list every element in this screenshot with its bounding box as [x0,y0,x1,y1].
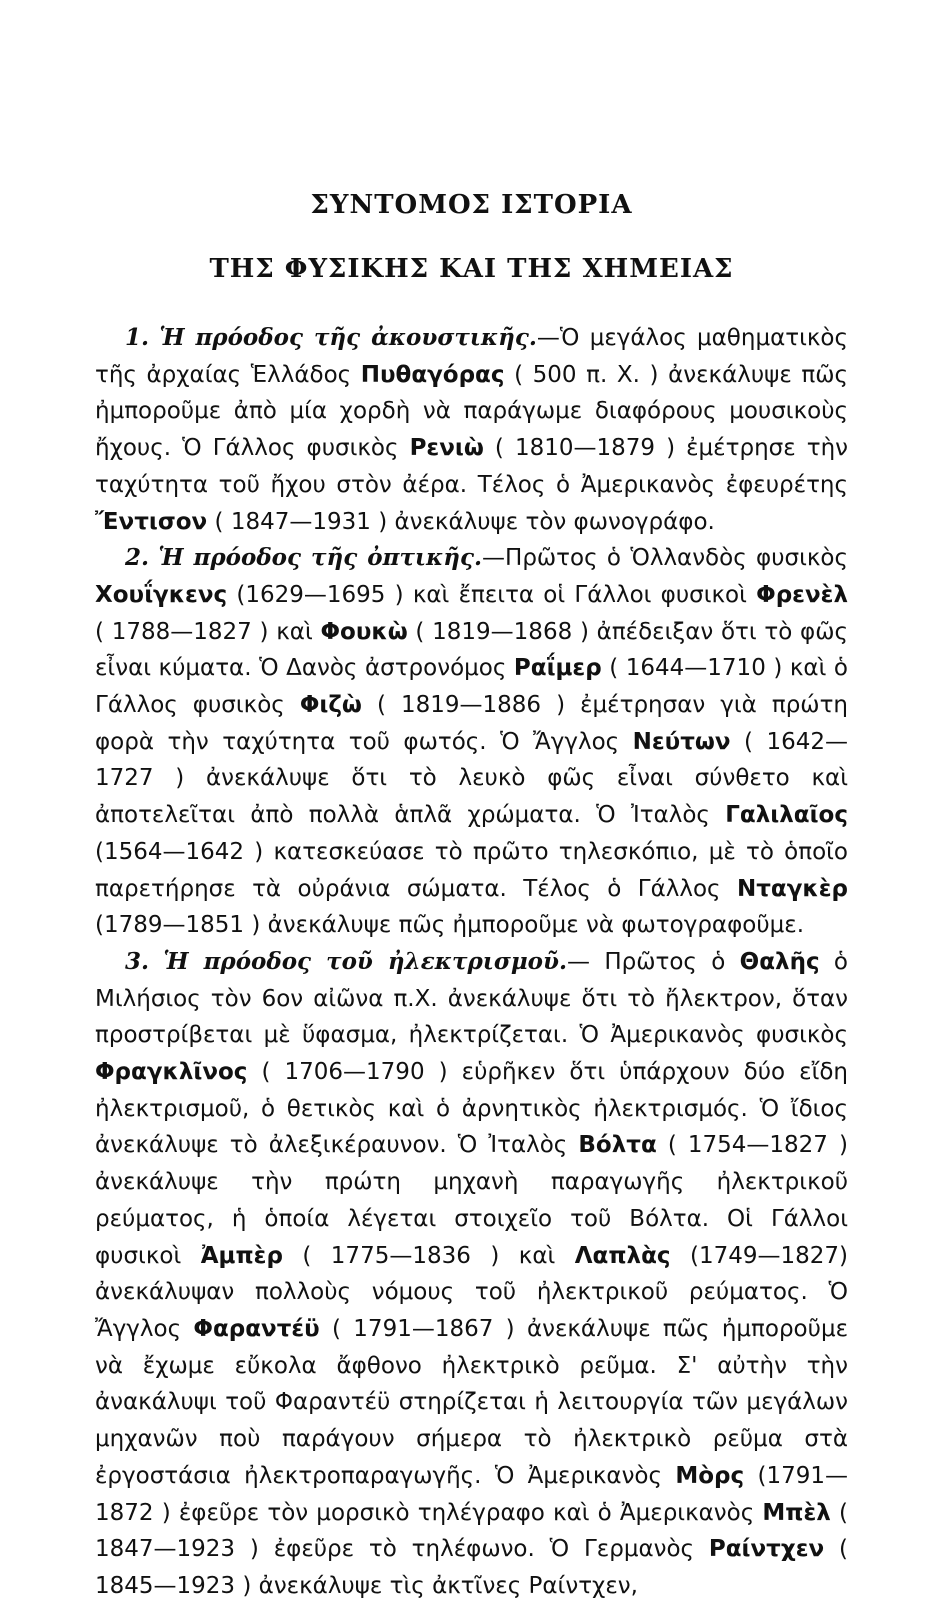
text-run: ( 1754—1827 ) ἀνεκάλυψε τὴν πρώτη μηχανὴ παραγωγῆς ἠλεκτρικοῦ ρεύματος, ἡ ὁποία λέγεται στοιχεῖο τοῦ Βόλτα. Οἱ Γάλλοι φυσικοὶ [95,1132,848,1269]
text-run: ( 1810—1879 ) ἐμέτρησε τὴν ταχύτητα τοῦ ἤχου στὸν ἀέρα. Τέλος ὁ Ἀμερικανὸς ἐφευρέτης [95,435,848,498]
text-run: ( 500 π. Χ. ) ἀνεκάλυψε πῶς ἠμποροῦμε ἀπὸ μία χορδὴ νὰ παράγωμε διαφόρους μουσικοὺς ἤχους. Ὁ Γάλλος φυσικὸς [95,361,848,462]
section-optics [95,540,848,944]
person-name: Θαλῆς [739,948,820,975]
section-body [95,949,848,1599]
person-name: Νταγκὲρ [736,875,848,902]
person-name: Χουΐγκενς [95,581,228,608]
text-run: ( 1788—1827 ) καὶ [95,618,321,645]
person-name: Ραίντχεν [708,1536,825,1563]
person-name: Πυθαγόρας [360,361,505,388]
person-name: Γαλιλαῖος [725,802,848,829]
text-run: — Πρῶτος ὁ [566,948,740,975]
text-run: (1789—1851 ) ἀνεκάλυψε πῶς ἠμποροῦμε νὰ φωτογραφοῦμε. [95,912,805,939]
section-number: 1. [125,324,150,351]
text-run: —Πρῶτος ὁ Ὁλλανδὸς φυσικὸς [482,545,848,572]
person-name: Λαπλὰς [574,1242,671,1269]
text-run: ( 1642—1727 ) ἀνεκάλυψε ὅτι τὸ λευκὸ φῶς εἶναι σύνθετο καὶ ἀποτελεῖται ἀπὸ πολλὰ ἁπλᾶ χρώματα. Ὁ Ἰταλὸς [95,728,848,829]
section-number: 2. [125,544,150,572]
text-run: ( 1791—1867 ) ἀνεκάλυψε πῶς ἠμποροῦμε νὰ ἔχωμε εὔκολα ἄφθονο ἠλεκτρικὸ ρεῦμα. Σ' αὐτὴν τὴν ἀνακάλυψι τοῦ Φαραντέϋ στηρίζεται ἡ λειτουργία τῶν μεγάλων μηχανῶν ποὺ παράγουν σήμερα τὸ ἠλεκτρικὸ ρεῦμα στὰ ἐργοστάσια ἠλεκτροπαραγωγῆς. Ὁ Ἀμερικανὸς [95,1315,849,1489]
text-run: —Ὁ μεγάλος μαθηματικὸς τῆς ἀρχαίας Ἑλλάδος [95,325,848,388]
section-heading: Ἡ πρόοδος τοῦ ἠλεκτρισμοῦ. [163,947,567,975]
person-name: Φιζὼ [299,692,362,719]
person-name: Μὸρς [675,1462,745,1489]
person-name: Μπὲλ [762,1499,831,1526]
section-electricity [95,944,848,1605]
page-subtitle: ΤΗΣ ΦΥΣΙΚΗΣ ΚΑΙ ΤΗΣ ΧΗΜΕΙΑΣ [209,254,734,284]
text-run: ( 1845—1923 ) ἀνεκάλυψε τὶς ἀκτῖνες Ραίντχεν, [95,1536,848,1599]
text-run: ( 1847—1923 ) ἐφεῦρε τὸ τηλέφωνο. Ὁ Γερμανὸς [95,1499,848,1563]
text-run: ὁ Μιλήσιος τὸν 6ον αἰῶνα π.Χ. ἀνεκάλυψε ὅτι τὸ ἤλεκτρον, ὅταν προστρίβεται μὲ ὕφασμα, ἠλεκτρίζεται. Ὁ Ἀμερικανὸς φυσικὸς [95,948,848,1049]
text-run: ( 1706—1790 ) εὑρῆκεν ὅτι ὑπάρχουν δύο εἴδη ἠλεκτρισμοῦ, ὁ θετικὸς καὶ ὁ ἀρνητικὸς ἠλεκτρισμός. Ὁ ἴδιος ἀνεκάλυψε τὸ ἀλεξικέραυνον. Ὁ Ἰταλὸς [95,1059,848,1159]
text-run: (1749—1827) ἀνεκάλυψαν πολλοὺς νόμους τοῦ ἠλεκτρικοῦ ρεύματος. Ὁ Ἄγγλος [95,1242,849,1342]
page-title: ΣΥΝΤΟΜΟΣ ΙΣΤΟΡΙΑ [310,190,633,220]
text-run: (1629—1695 ) καὶ ἔπειτα οἱ Γάλλοι φυσικοὶ [227,581,757,608]
text-run: ( 1819—1868 ) ἀπέδειξαν ὅτι τὸ φῶς εἶναι κύματα. Ὁ Δανὸς ἀστρονόμος [95,618,848,682]
person-name: Νεύτων [632,728,731,755]
text-run: (1791—1872 ) ἐφεῦρε τὸν μορσικὸ τηλέγραφο καὶ ὁ Ἀμερικανὸς [95,1462,848,1526]
text-run: (1564—1642 ) κατεσκεύασε τὸ πρῶτο τηλεσκόπιο, μὲ τὸ ὁποῖο παρετήρησε τὰ οὐράνια σώματα. Τέλος ὁ Γάλλος [95,838,848,902]
text-run: ( 1644—1710 ) καὶ ὁ Γάλλος φυσικὸς [95,655,848,719]
section-body [95,545,848,938]
section-acoustics [95,320,848,540]
text-run: ( 1847—1931 ) ἀνεκάλυψε τὸν φωνογράφο. [207,508,715,535]
section-heading: Ἡ πρόοδος τῆς ὀπτικῆς. [158,544,483,572]
person-name: Ραΐμερ [513,655,602,682]
section-number: 3. [125,947,150,975]
text-run: ( 1775—1836 ) καὶ [282,1242,575,1269]
person-name: Φουκὼ [320,618,408,645]
person-name: Ἀμπὲρ [200,1242,283,1269]
person-name: Ἔντισον [95,508,208,535]
section-body [95,325,848,535]
person-name: Φαραντέϋ [193,1315,320,1342]
section-heading: Ἡ πρόοδος τῆς ἀκουστικῆς. [159,324,537,351]
person-name: Ρενιὼ [409,435,484,462]
person-name: Βόλτα [578,1132,657,1159]
text-run: ( 1819—1886 ) ἐμέτρησαν γιὰ πρώτη φορὰ τὴν ταχύτητα τοῦ φωτός. Ὁ Ἄγγλος [95,692,848,755]
person-name: Φραγκλῖνος [95,1059,248,1086]
person-name: Φρενὲλ [756,581,848,608]
